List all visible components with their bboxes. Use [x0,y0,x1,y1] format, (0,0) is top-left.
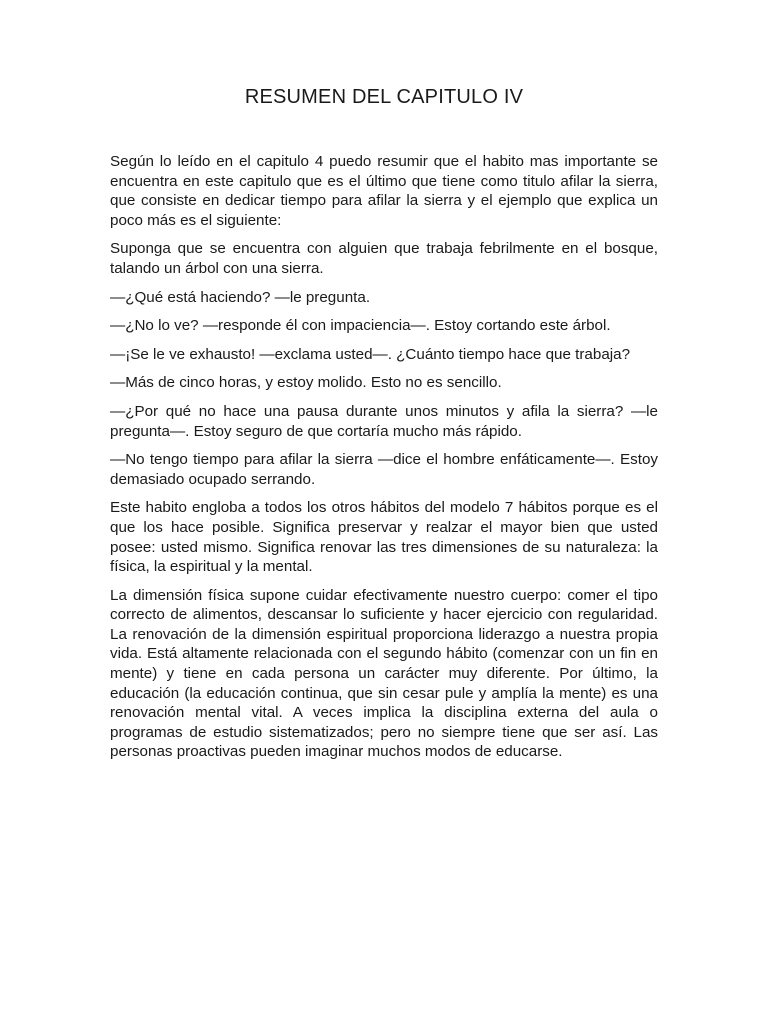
paragraph-habit-summary: Este habito engloba a todos los otros hábitos del modelo 7 hábitos porque es el que los hace posible. Significa preservar y realzar el mayor bien que usted posee: usted mismo. Significa renovar las tres dimensiones de su naturaleza: la física, la espiritual y la mental. [110,499,658,576]
paragraph-intro: Según lo leído en el capitulo 4 puedo resumir que el habito mas importante se encuentra en este capitulo que es el último que tiene como titulo afilar la sierra, que consiste en dedicar tiempo para afilar la sierra y el ejemplo que explica un poco más es el siguiente: [110,153,658,229]
dialogue-line: —¿No lo ve? —responde él con impaciencia—. Estoy cortando este árbol. [110,317,611,335]
dialogue-line: —¿Por qué no hace una pausa durante unos minutos y afila la sierra? —le pregunta—. Estoy seguro de que cortaría mucho más rápido. [110,402,658,440]
document-title: RESUMEN DEL CAPITULO IV [244,86,524,108]
dialogue-line: —No tengo tiempo para afilar la sierra —dice el hombre enfáticamente—. Estoy demasiado ocupado serrando. [110,451,658,488]
dialogue-line: —Más de cinco horas, y estoy molido. Esto no es sencillo. [110,374,502,392]
dialogue-line: —¿Qué está haciendo? —le pregunta. [110,288,371,306]
document-body [110,152,658,771]
dialogue-line: —¡Se le ve exhausto! —exclama usted—. ¿Cuánto tiempo hace que trabaja? [110,345,631,363]
paragraph-dimensions: La dimensión física supone cuidar efectivamente nuestro cuerpo: comer el tipo correcto de alimentos, descansar lo suficiente y hacer ejercicio con regularidad. La renovación de la dimensión espiritual proporciona liderazgo a nuestra propia vida. Está altamente relacionada con el segundo hábito (comenzar con un fin en mente) y tiene en cada persona un carácter muy diferente. Por último, la educación (la educación continua, que sin cesar pule y amplía la mente) es una renovación mental vital. A veces implica la disciplina externa del aula o programas de estudio sistematizados; pero no siempre tiene que ser así. Las personas proactivas pueden imaginar muchos modos de educarse. [110,586,658,761]
paragraph-story-setup: Suponga que se encuentra con alguien que trabaja febrilmente en el bosque, talando un árbol con una sierra. [110,240,658,277]
